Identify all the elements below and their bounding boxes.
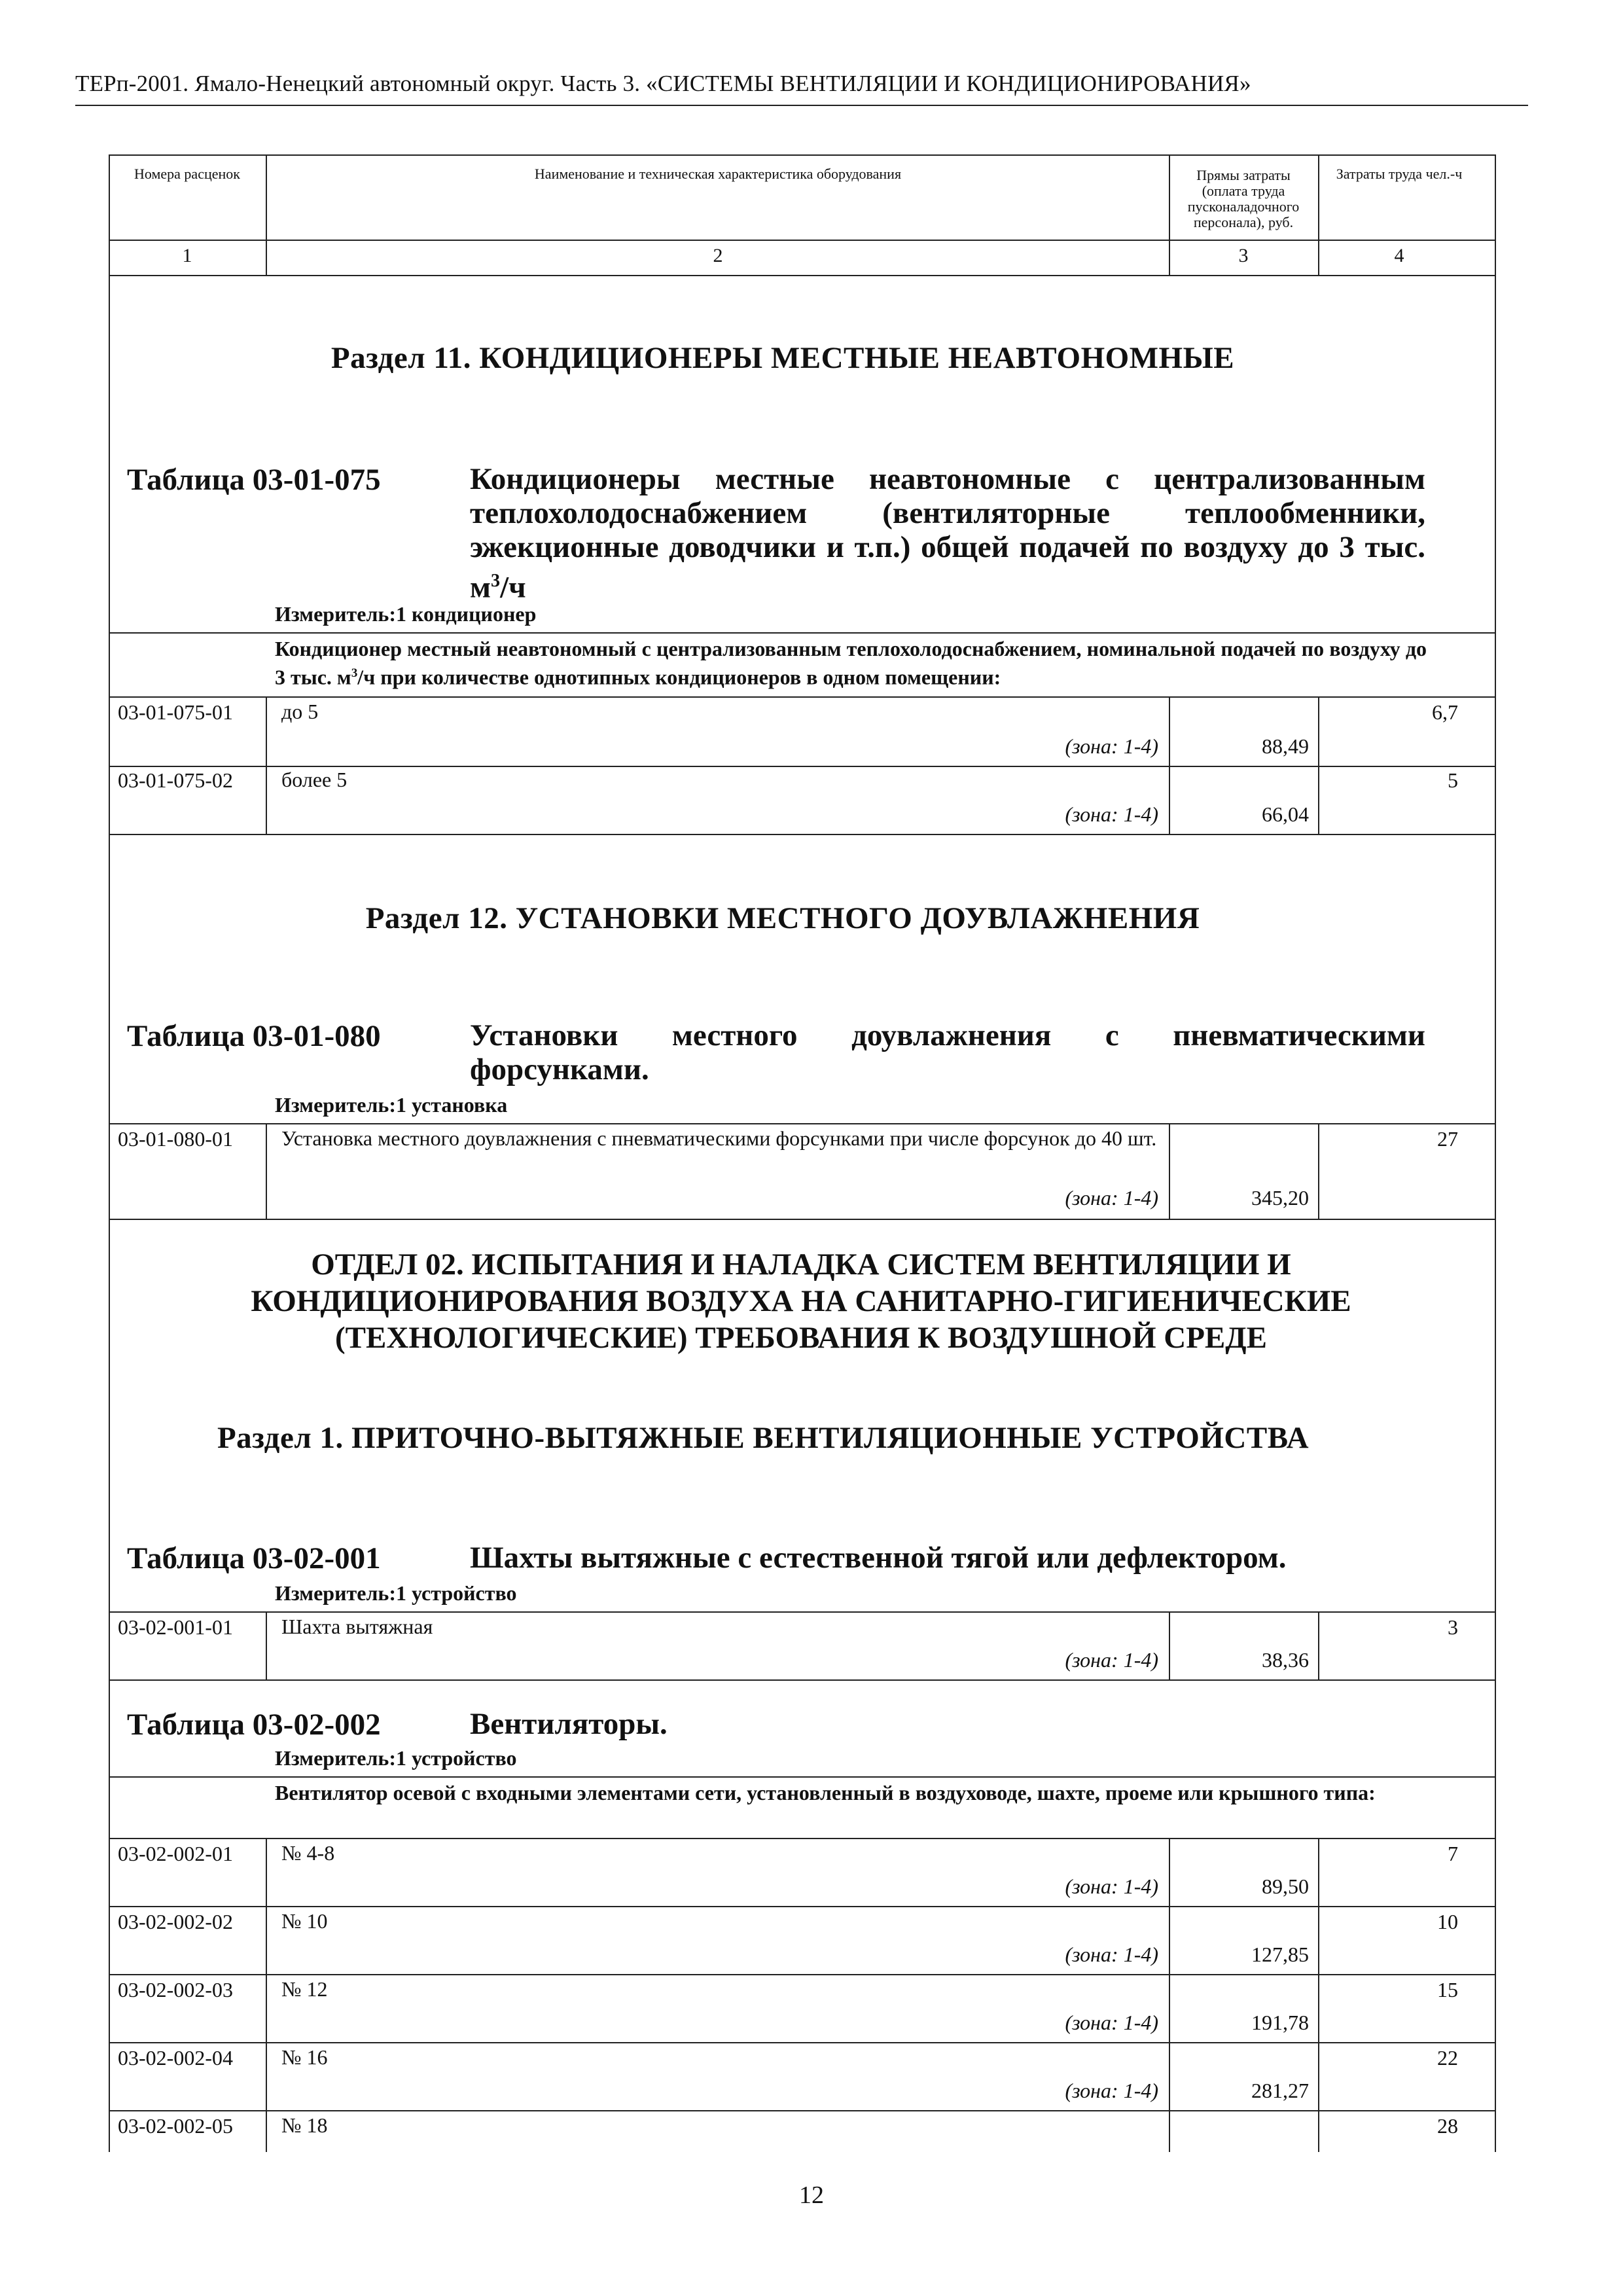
table-002-code: Таблица 03-02-002: [127, 1708, 381, 1742]
table-080-code: Таблица 03-01-080: [127, 1019, 381, 1053]
row-code: 03-01-080-01: [118, 1127, 233, 1151]
row-description: более 5: [281, 768, 348, 791]
rule-075-group: [109, 696, 1495, 698]
table-075-meter: Измеритель:1 кондиционер: [275, 602, 537, 626]
row-zone: (зона: 1-4): [1065, 2011, 1158, 2034]
rule-075-meter: [109, 632, 1495, 634]
row-code: 03-02-001-01: [118, 1615, 233, 1639]
rows-002-divider-3: [1318, 1838, 1319, 2152]
rows-080-divider-3: [1318, 1123, 1319, 1220]
table-002-group-heading: Вентилятор осевой с входными элементами сети, установленный в воздуховоде, шахте, проеме или крышного типа:: [275, 1781, 1376, 1804]
row-cost: 38,36: [1262, 1648, 1309, 1672]
row-cost: 66,04: [1262, 802, 1309, 826]
rule-002-meter: [109, 1776, 1495, 1778]
row-code: 03-02-002-03: [118, 1978, 233, 2001]
section-12-title: Раздел 12. УСТАНОВКИ МЕСТНОГО ДОУВЛАЖНЕНИЯ: [365, 901, 1200, 935]
row-description: до 5: [281, 700, 319, 723]
col-divider-2: [1169, 154, 1170, 276]
rule-080-meter: [109, 1123, 1495, 1124]
row-code: 03-02-002-05: [118, 2114, 233, 2138]
row-labor: 3: [1448, 1615, 1458, 1639]
table-075-group-heading: Кондиционер местный неавтономный с централизованным теплохолодоснабжением, номинальной подачей по воздуху до 3 тыс. $м^3/ч$ при количестве однотипных кондиционеров в одном помещении:: [275, 637, 1427, 689]
division-02-title-line-2: КОНДИЦИОНИРОВАНИЯ ВОЗДУХА НА САНИТАРНО-ГИГИЕНИЧЕСКИЕ: [251, 1284, 1351, 1318]
row-labor: 5: [1448, 768, 1458, 792]
rule-075-row1: [109, 766, 1495, 767]
row-cost: 88,49: [1262, 734, 1309, 758]
row-code: 03-02-002-02: [118, 1910, 233, 1933]
row-labor: 28: [1437, 2114, 1458, 2138]
row-labor: 6,7: [1432, 700, 1458, 724]
row-description: № 4-8: [281, 1841, 335, 1865]
table-080-meter: Измеритель:1 установка: [275, 1093, 508, 1117]
table-top-rule: [109, 154, 1495, 156]
row-code: 03-02-002-04: [118, 2046, 233, 2070]
row-zone: (зона: 1-4): [1065, 1874, 1158, 1898]
rows-075-divider-2: [1169, 696, 1170, 834]
row-cost: 345,20: [1251, 1186, 1309, 1210]
row-description: Установка местного доувлажнения с пневматическими форсунками при числе форсунок до 40 шт.: [281, 1126, 1157, 1150]
col-header-3: Прямы затраты (оплата труда пусконаладочного персонала), руб.: [1187, 167, 1300, 230]
rows-080-divider-1: [266, 1123, 267, 1220]
row-cost: 281,27: [1251, 2079, 1309, 2102]
row-zone: (зона: 1-4): [1065, 1186, 1158, 1210]
table-002-title: Вентиляторы.: [470, 1707, 668, 1741]
row-cost: 89,50: [1262, 1874, 1309, 1898]
row-labor: 10: [1437, 1910, 1458, 1933]
rule-002-row3: [109, 2042, 1495, 2043]
row-description: № 12: [281, 1977, 328, 2001]
table-001-meter: Измеритель:1 устройство: [275, 1581, 517, 1605]
rule-002-group: [109, 1838, 1495, 1839]
col-divider-3: [1318, 154, 1319, 276]
section-1-title: Раздел 1. ПРИТОЧНО-ВЫТЯЖНЫЕ ВЕНТИЛЯЦИОННЫЕ УСТРОЙСТВА: [217, 1421, 1310, 1455]
row-cost: 127,85: [1251, 1943, 1309, 1966]
row-labor: 22: [1437, 2046, 1458, 2070]
rule-002-row4: [109, 2110, 1495, 2111]
rows-080-divider-2: [1169, 1123, 1170, 1220]
row-description: № 10: [281, 1909, 328, 1933]
header-rule-mid: [109, 240, 1495, 241]
row-zone: (зона: 1-4): [1065, 802, 1158, 826]
table-080-title: Установки местного доувлажнения с пневматическими форсунками.: [470, 1018, 1425, 1086]
division-02-title-line-1: ОТДЕЛ 02. ИСПЫТАНИЯ И НАЛАДКА СИСТЕМ ВЕНТИЛЯЦИИ И: [311, 1247, 1291, 1282]
row-description: № 16: [281, 2045, 328, 2069]
col-number-1: 1: [182, 245, 192, 266]
col-divider-1: [266, 154, 267, 276]
col-number-4: 4: [1394, 245, 1404, 266]
rows-001-divider-1: [266, 1611, 267, 1679]
table-001-title: Шахты вытяжные с естественной тягой или дефлектором.: [470, 1541, 1287, 1575]
rule-001-row1: [109, 1679, 1495, 1681]
row-zone: (зона: 1-4): [1065, 1648, 1158, 1672]
row-code: 03-01-075-02: [118, 768, 233, 792]
row-code: 03-01-075-01: [118, 700, 233, 724]
row-zone: (зона: 1-4): [1065, 734, 1158, 758]
rows-001-divider-2: [1169, 1611, 1170, 1679]
col-header-4: Затраты труда чел.-ч: [1336, 166, 1463, 182]
table-075-code: Таблица 03-01-075: [127, 463, 381, 497]
rows-002-divider-2: [1169, 1838, 1170, 2152]
row-labor: 15: [1437, 1978, 1458, 2001]
rows-075-divider-1: [266, 696, 267, 834]
row-zone: (зона: 1-4): [1065, 1943, 1158, 1966]
division-02-title-line-3: (ТЕХНОЛОГИЧЕСКИЕ) ТРЕБОВАНИЯ К ВОЗДУШНОЙ СРЕДЕ: [335, 1321, 1267, 1355]
table-002-meter: Измеритель:1 устройство: [275, 1746, 517, 1770]
rule-080-row1: [109, 1219, 1495, 1220]
row-description: № 18: [281, 2113, 328, 2137]
rows-075-divider-3: [1318, 696, 1319, 834]
rows-002-divider-1: [266, 1838, 267, 2152]
col-header-1: Номера расценок: [134, 166, 240, 182]
row-labor: 27: [1437, 1127, 1458, 1151]
row-description: Шахта вытяжная: [281, 1615, 433, 1638]
row-code: 03-02-002-01: [118, 1842, 233, 1865]
header-rule: [75, 105, 1528, 106]
division-02-title: [109, 1246, 1493, 1356]
rule-075-row2: [109, 834, 1495, 835]
rule-002-row2: [109, 1974, 1495, 1975]
section-11-title: Раздел 11. КОНДИЦИОНЕРЫ МЕСТНЫЕ НЕАВТОНОМНЫЕ: [330, 341, 1235, 375]
row-cost: 191,78: [1251, 2011, 1309, 2034]
page-number: 12: [799, 2181, 824, 2209]
running-header: ТЕРп-2001. Ямало-Ненецкий автономный округ. Часть 3. «СИСТЕМЫ ВЕНТИЛЯЦИИ И КОНДИЦИОНИРОВАНИЯ»: [75, 71, 1251, 96]
col-header-2: Наименование и техническая характеристика оборудования: [534, 166, 902, 182]
rows-001-divider-3: [1318, 1611, 1319, 1679]
table-001-code: Таблица 03-02-001: [127, 1541, 381, 1575]
col-number-3: 3: [1238, 245, 1249, 266]
col-number-2: 2: [713, 245, 723, 266]
row-labor: 7: [1448, 1842, 1458, 1865]
header-rule-bottom: [109, 275, 1495, 276]
rule-002-row1: [109, 1906, 1495, 1907]
row-zone: (зона: 1-4): [1065, 2079, 1158, 2102]
table-075-title: Кондиционеры местные неавтономные с централизованным теплохолодоснабжением (вентиляторные теплообменники, эжекционные доводчики и т.п.) общей подачей по воздуху до 3 тыс. $м^3/ч$: [470, 462, 1425, 605]
rule-001-meter: [109, 1611, 1495, 1613]
